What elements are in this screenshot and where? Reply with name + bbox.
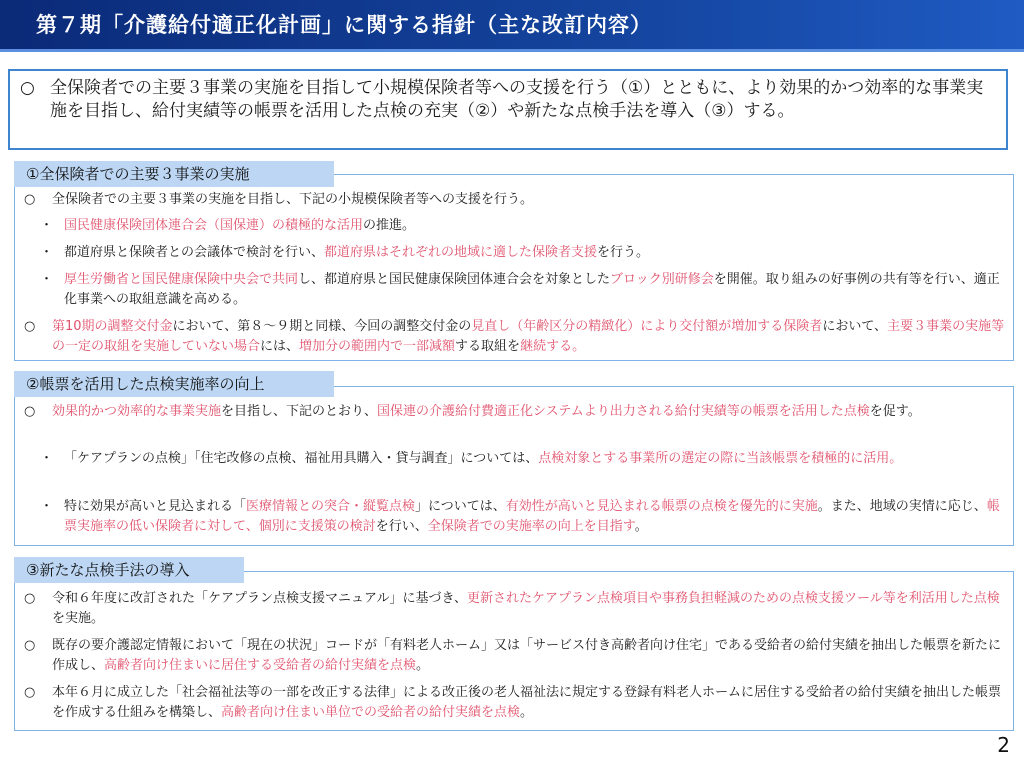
section-3-item-1 — [24, 589, 1009, 629]
page-title: 第７期「介護給付適正化計画」に関する指針（主な改訂内容） — [36, 13, 652, 37]
text-run: 。 — [520, 705, 534, 720]
highlighted-phrase: 医療情報との突合・縦覧点検 — [246, 499, 416, 514]
highlighted-phrase: 更新されたケアプラン点検項目や事務負担軽減のための点検支援ツール等を利活用した点検 — [466, 591, 1000, 606]
highlighted-phrase: 継続する。 — [520, 339, 586, 354]
page-number: 2 — [997, 733, 1010, 757]
highlighted-phrase: 第10期の調整交付金 — [52, 319, 173, 334]
text-run: 。また、地域の実情に応じ、 — [817, 499, 987, 514]
section-1-item-3 — [24, 243, 1009, 263]
section-2-item-2 — [24, 449, 1009, 469]
text-run: を行う。 — [597, 245, 650, 260]
highlighted-phrase: 見直し（年齢区分の精緻化）により交付額が増加する保険者 — [471, 319, 823, 334]
highlighted-phrase: 有効性が高いと見込まれる帳票の点検を優先的に実施 — [505, 499, 818, 514]
text-run: 。 — [634, 519, 648, 534]
text-run: を実施。 — [52, 611, 105, 626]
intro-box — [8, 69, 1008, 150]
text-run: 既存の要介護認定情報において「現在の状況」コードが「有料老人ホーム」又は「サービス付き高齢者向け住宅」である受給者の給付実績を抽出した帳票を新たに作成し、 — [52, 638, 1002, 673]
section-1-item-4 — [24, 270, 1009, 310]
item-text — [64, 216, 1009, 236]
title-bar — [0, 0, 1024, 52]
circle-bullet: ○ — [24, 591, 36, 606]
circle-bullet: ○ — [24, 319, 36, 334]
dot-bullet: ・ — [40, 218, 54, 233]
item-text — [64, 270, 1009, 310]
text-run: において、 — [822, 319, 888, 334]
section-2-header: ②帳票を活用した点検実施率の向上 — [14, 371, 334, 397]
item-text — [52, 317, 1009, 357]
item-text — [64, 497, 1009, 537]
item-text — [52, 402, 1009, 422]
item-text — [52, 683, 1009, 723]
text-run: する取組を — [455, 339, 521, 354]
text-run: 全保険者での主要３事業の実施を目指し、下記の小規模保険者等への支援を行う。 — [52, 192, 534, 207]
intro-text: 全保険者での主要３事業の実施を目指して小規模保険者等への支援を行う（①）とともに、より効果的かつ効率的な事業実施を目指し、給付実績等の帳票を活用した点検の充実（②）や新たな点検手法を導入（③）する。 — [50, 78, 984, 121]
dot-bullet: ・ — [40, 451, 54, 466]
item-text — [64, 243, 1009, 263]
item-text — [52, 636, 1009, 676]
highlighted-phrase: 国保連の介護給付費適正化システムより出力される給付実績等の帳票を活用した点検 — [377, 404, 870, 419]
highlighted-phrase: 都道府県はそれぞれの地域に適した保険者支援 — [324, 245, 598, 260]
circle-bullet: ○ — [24, 404, 36, 419]
highlighted-phrase: 増加分の範囲内で一部減額 — [299, 339, 456, 354]
circle-bullet: ○ — [24, 638, 36, 653]
text-run: を行い、 — [375, 519, 428, 534]
text-run: 」については、 — [415, 499, 506, 514]
text-run: を促す。 — [869, 404, 921, 419]
highlighted-phrase: 国民健康保険団体連合会（国保連）の積極的な活用 — [64, 218, 364, 233]
text-run: 令和６年度に改訂された「ケアプラン点検支援マニュアル」に基づき、 — [52, 591, 467, 606]
section-1-item-1 — [24, 190, 1009, 210]
dot-bullet: ・ — [40, 272, 54, 287]
highlighted-phrase: 帳票実施率の低い保険者に対して、個別に支援策の検討 — [64, 499, 1000, 534]
section-2-item-3 — [24, 497, 1009, 537]
text-run: し、都道府県と国民健康保険団体連合会を対象とした — [298, 272, 611, 287]
item-text — [64, 449, 1009, 469]
highlighted-phrase: 主要３事業の実施等の一定の取組を実施していない場合 — [52, 319, 1005, 354]
text-run: 本年６月に成立した「社会福祉法等の一部を改正する法律」による改正後の老人福祉法に規定する登録有料老人ホームに居住する受給者の給付実績を抽出した帳票を作成する仕組みを構築し、 — [52, 685, 1002, 720]
text-run: の推進。 — [363, 218, 416, 233]
section-3-item-3 — [24, 683, 1009, 723]
text-run: 「ケアプランの点検」「住宅改修の点検、福祉用具購入・貸与調査」については、 — [64, 451, 539, 466]
text-run: を目指し、下記のとおり、 — [221, 404, 378, 419]
dot-bullet: ・ — [40, 499, 54, 514]
intro-bullet: ○ — [20, 78, 35, 98]
text-run: において、第８～９期と同様、今回の調整交付金の — [172, 319, 472, 334]
text-run: には、 — [260, 339, 300, 354]
text-run: を開催。取り組みの好事例の共有等を行い、適正化事業への取組意識を高める。 — [64, 272, 1000, 307]
item-text — [52, 589, 1009, 629]
circle-bullet: ○ — [24, 685, 36, 700]
section-2-item-1 — [24, 402, 1009, 422]
highlighted-phrase: 全保険者での実施率の向上を目指す — [427, 519, 635, 534]
highlighted-phrase: 高齢者向け住まいに居住する受給者の給付実績を点検 — [104, 658, 417, 673]
highlighted-phrase: 点検対象とする事業所の選定の際に当該帳票を積極的に活用。 — [538, 451, 903, 466]
section-1-item-5 — [24, 317, 1009, 357]
section-3-header: ③新たな点検手法の導入 — [14, 557, 244, 583]
highlighted-phrase: 厚生労働省と国民健康保険中央会で共同 — [64, 272, 299, 287]
highlighted-phrase: ブロック別研修会 — [610, 272, 714, 287]
section-1-header: ①全保険者での主要３事業の実施 — [14, 161, 334, 187]
highlighted-phrase: 効果的かつ効率的な事業実施 — [52, 404, 222, 419]
highlighted-phrase: 高齢者向け住まい単位での受給者の給付実績を点検 — [221, 705, 521, 720]
section-1-item-2 — [24, 216, 1009, 236]
text-run: 。 — [416, 658, 430, 673]
text-run: 都道府県と保険者との会議体で検討を行い、 — [64, 245, 325, 260]
section-3-item-2 — [24, 636, 1009, 676]
dot-bullet: ・ — [40, 245, 54, 260]
circle-bullet: ○ — [24, 192, 36, 207]
text-run: 特に効果が高いと見込まれる「 — [64, 499, 247, 514]
item-text — [52, 190, 1009, 210]
